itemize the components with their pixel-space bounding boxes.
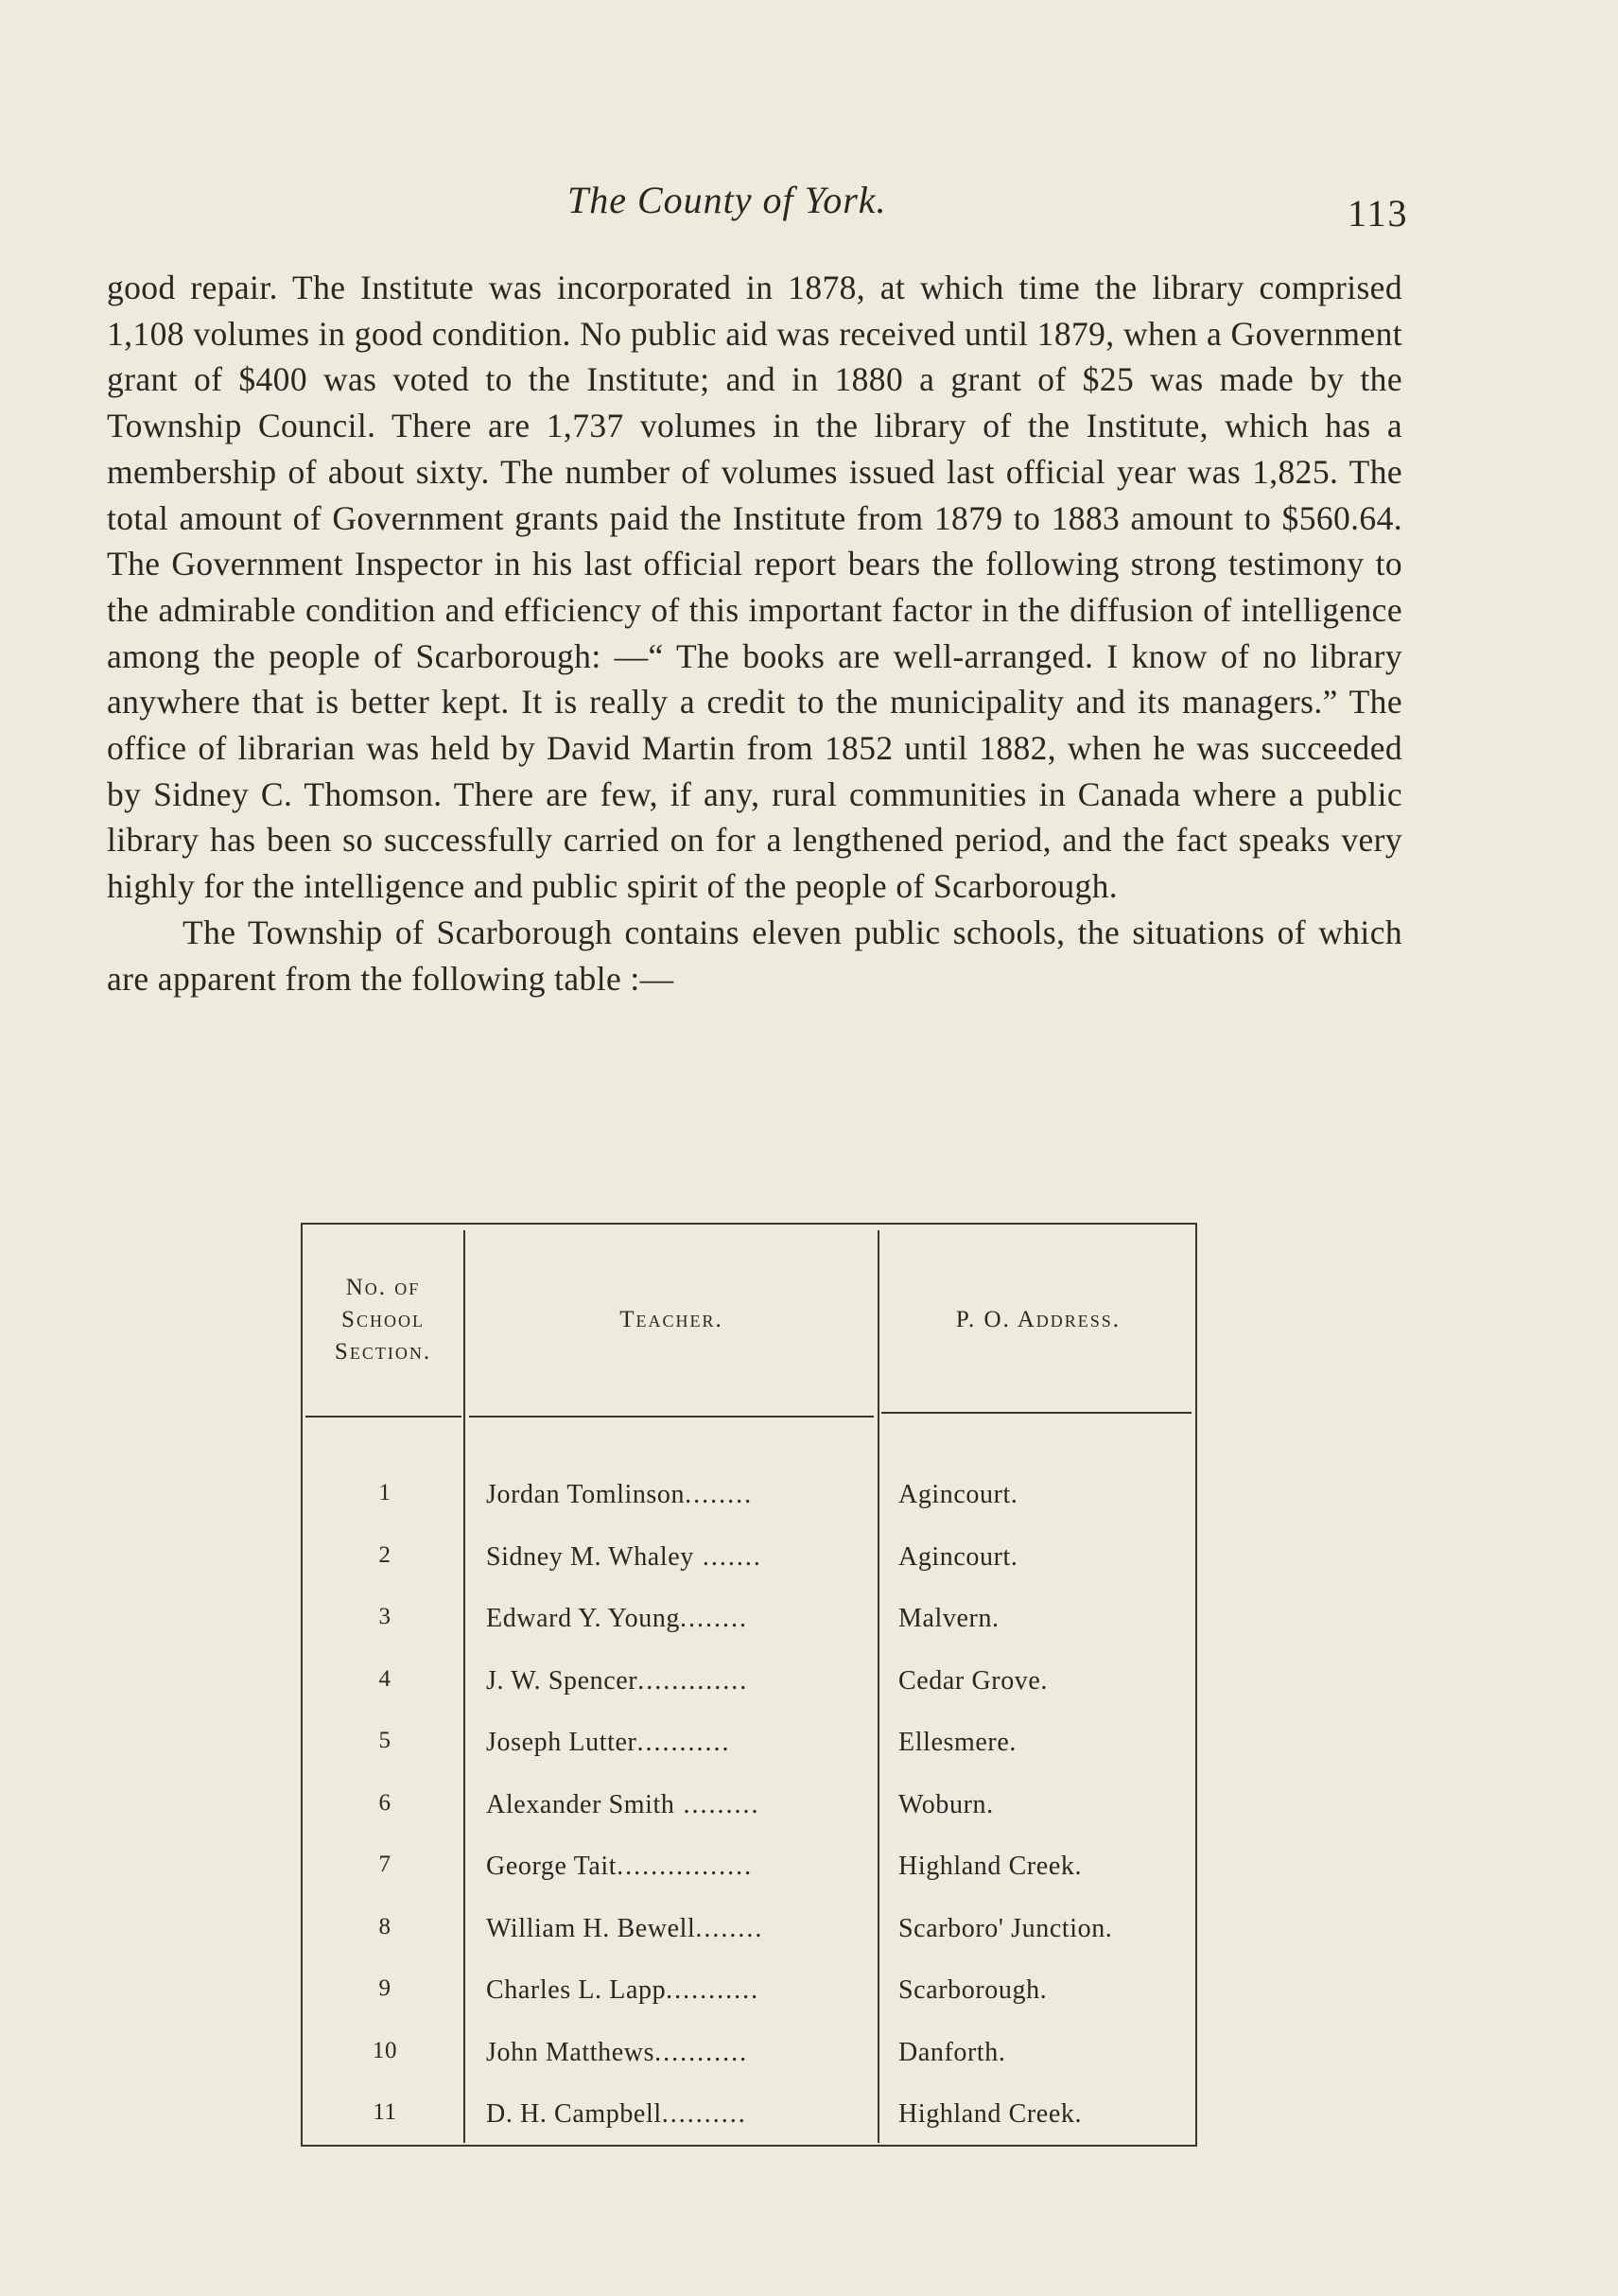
table-row <box>301 1522 1197 1578</box>
running-title: The County of York. <box>567 179 887 221</box>
teacher-name-text: J. W. Spencer <box>486 1665 638 1696</box>
school-number: 6 <box>378 1789 391 1816</box>
leader-dots: ....... <box>693 1541 762 1572</box>
header-rule-col3 <box>881 1412 1192 1414</box>
school-number: 3 <box>378 1604 391 1629</box>
teacher-name <box>486 2038 876 2068</box>
leader-dots: .......... <box>661 2099 747 2129</box>
po-address: Cedar Grove. <box>898 1665 1049 1696</box>
po-address: Agincourt. <box>898 1541 1018 1572</box>
teacher-name-text: Alexander Smith <box>486 1789 675 1819</box>
teacher-name <box>486 1914 876 1944</box>
po-address: Highland Creek. <box>898 2099 1083 2129</box>
po-address: Malvern. <box>898 1604 1000 1633</box>
table-top-rule <box>301 1223 1197 1225</box>
table-row <box>301 2017 1197 2074</box>
paragraph-library: good repair. The Institute was incorporated in 1878, at which time the library comprised 1,108 volumes in good condition. No public aid was received until 1879, when a Government grant of $400 was voted to the Institute; and in 1880 a grant of $25 was made by the Township Council. There are 1,737 volumes in the library of the Institute, which has a membership of about sixty. The number of volumes issued last official year was 1,825. The total amount of Government grants paid the Institute from 1879 to 1883 amount to $560.64. The Government Inspector in his last official report bears the following strong testimony to the admirable condition and efficiency of this important factor in the diffusion of intelligence among the people of Scarborough: —“ The books are well-arranged. I know of no library anywhere that is better kept. It is really a credit to the municipality and its managers.” The office of librarian was held by David Martin from 1852 until 1882, when he was succeeded by Sidney C. Thomson. There are few, if any, rural communities in Canada where a public library has been so successfully carried on for a lengthened period, and the fact speaks very highly for the intelligence and public spirit of the people of Scarborough. <box>107 269 1402 906</box>
po-address: Scarboro' Junction. <box>898 1913 1113 1943</box>
table-row <box>301 1459 1197 1516</box>
leader-dots: ........... <box>654 2037 749 2067</box>
school-table <box>301 1223 1197 2149</box>
school-number: 1 <box>378 1480 391 1505</box>
table-row <box>301 1583 1197 1640</box>
page-number: 113 <box>1348 192 1409 235</box>
leader-dots: ........ <box>695 1913 764 1943</box>
school-number: 5 <box>378 1728 391 1753</box>
po-address: Agincourt. <box>898 1480 1018 1509</box>
table-row <box>301 1955 1197 2011</box>
header-address: P. O. Address. <box>955 1307 1122 1332</box>
leader-dots: ............. <box>637 1665 749 1696</box>
table-bottom-rule <box>301 2145 1197 2147</box>
teacher-name <box>486 1542 876 1573</box>
table-row <box>301 1645 1197 1702</box>
po-address: Woburn. <box>898 1789 994 1819</box>
po-address: Danforth. <box>898 2037 1006 2067</box>
teacher-name <box>486 1790 876 1820</box>
leader-dots: ......... <box>674 1789 760 1819</box>
header-school-section <box>303 1272 463 1368</box>
running-head <box>0 178 1618 235</box>
teacher-name-text: John Matthews <box>486 2037 655 2067</box>
po-address: Ellesmere. <box>898 1728 1017 1757</box>
header-teacher: Teacher. <box>619 1307 723 1332</box>
leader-dots: ........ <box>685 1480 754 1509</box>
header-no-line-1: No. of <box>345 1275 421 1300</box>
header-rule-col1 <box>305 1416 461 1418</box>
teacher-name <box>486 2099 876 2130</box>
school-number: 2 <box>378 1541 391 1568</box>
table-row <box>301 1893 1197 1950</box>
school-number: 11 <box>373 2099 397 2125</box>
teacher-name-text: Edward Y. Young <box>486 1604 681 1633</box>
school-number: 7 <box>378 1852 391 1877</box>
school-number: 10 <box>372 2037 398 2063</box>
table-row <box>301 1707 1197 1764</box>
teacher-name-text: Joseph Lutter <box>486 1728 637 1757</box>
teacher-name-text: Jordan Tomlinson <box>486 1480 686 1509</box>
teacher-name-text: William H. Bewell <box>486 1913 696 1943</box>
teacher-name-text: D. H. Campbell <box>486 2099 662 2129</box>
teacher-name <box>486 1852 876 1882</box>
table-row <box>301 2079 1197 2135</box>
header-rule-col2 <box>469 1416 874 1418</box>
teacher-name-text: Sidney M. Whaley <box>486 1541 694 1572</box>
po-address: Scarborough. <box>898 1975 1048 2005</box>
table-row <box>301 1769 1197 1826</box>
teacher-name <box>486 1480 876 1510</box>
school-number: 8 <box>378 1913 391 1939</box>
leader-dots: ........... <box>636 1728 731 1757</box>
teacher-name <box>486 1666 876 1696</box>
teacher-name <box>486 1728 876 1758</box>
leader-dots: ........... <box>666 1975 760 2005</box>
table-row <box>301 1831 1197 1887</box>
school-number: 9 <box>378 1975 391 2001</box>
paragraph-schools: The Township of Scarborough contains eleven public schools, the situations of which are apparent from the following table :— <box>107 913 1402 998</box>
school-number: 4 <box>378 1665 391 1692</box>
teacher-name <box>486 1975 876 2006</box>
teacher-name-text: Charles L. Lapp <box>486 1975 667 2005</box>
teacher-name <box>486 1604 876 1634</box>
leader-dots: ........ <box>680 1604 749 1633</box>
header-no-line-2: School <box>341 1307 425 1332</box>
teacher-name-text: George Tait <box>486 1852 618 1881</box>
po-address: Highland Creek. <box>898 1852 1083 1881</box>
body-text <box>107 265 1402 1001</box>
header-no-line-3: Section. <box>334 1339 432 1365</box>
leader-dots: ................ <box>617 1852 754 1881</box>
